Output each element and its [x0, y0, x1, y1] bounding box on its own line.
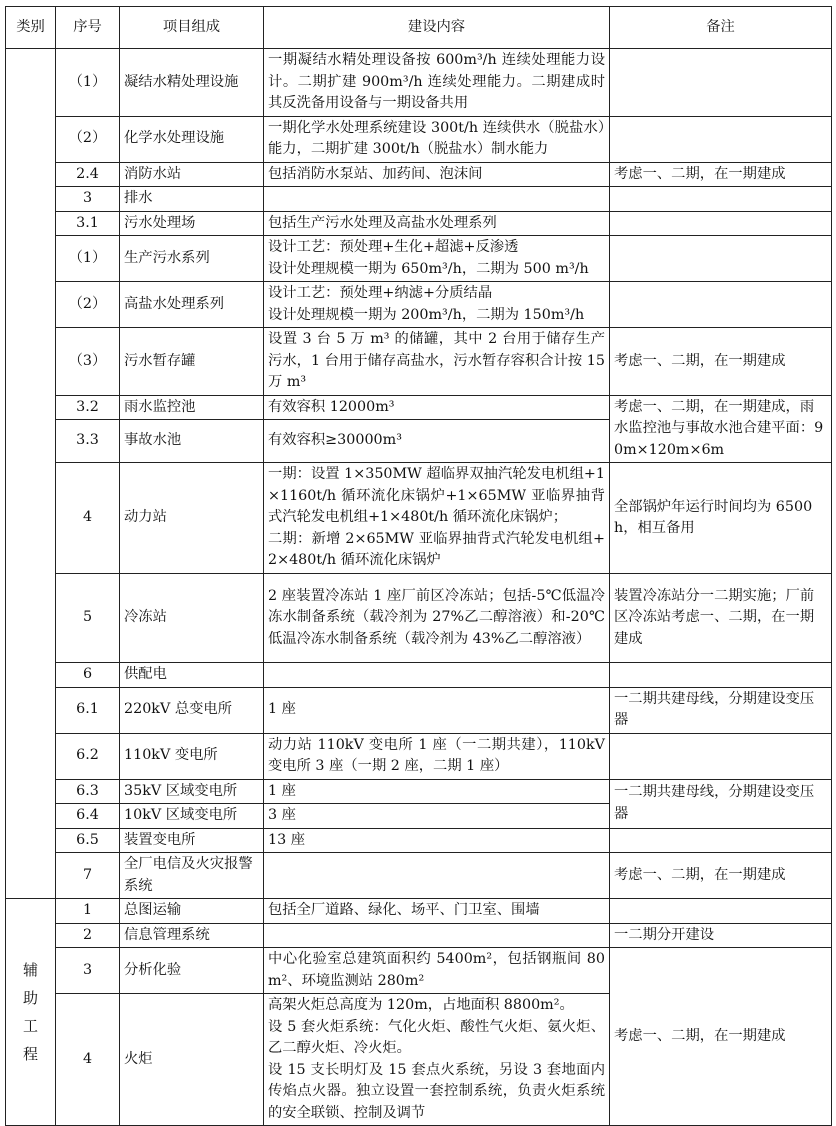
item-cell: 110kV 变电所	[120, 733, 264, 779]
seq-cell: 6.3	[56, 779, 120, 804]
item-cell: 火炬	[120, 994, 264, 1126]
remark-cell: 考虑一、二期，在一期建成	[610, 162, 832, 187]
remark-cell: 一二期共建母线，分期建设变压器	[610, 779, 832, 828]
table-row	[6, 663, 832, 688]
table-row	[6, 948, 832, 994]
item-cell: 污水处理场	[120, 211, 264, 236]
remark-cell	[610, 187, 832, 212]
seq-cell: （2）	[56, 116, 120, 162]
content-cell: 包括消防水泵站、加药间、泡沫间	[264, 162, 610, 187]
seq-cell: 6	[56, 663, 120, 688]
content-cell: 一期化学水处理系统建设 300t/h 连续供水（脱盐水）能力，二期扩建 300t/h（脱盐水）制水能力	[264, 116, 610, 162]
item-cell: 污水暂存罐	[120, 328, 264, 396]
category-cell-aux	[6, 899, 56, 1126]
item-cell: 生产污水系列	[120, 236, 264, 282]
header-content: 建设内容	[264, 7, 610, 49]
content-cell: 设置 3 台 5 万 m³ 的储罐，其中 2 台用于储存生产污水，1 台用于储存高盐水，污水暂存容积合计按 15 万 m³	[264, 328, 610, 396]
content-cell: 1 座	[264, 779, 610, 804]
remark-cell: 一二期分开建设	[610, 923, 832, 948]
content-cell: 包括全厂道路、绿化、场平、门卫室、围墙	[264, 899, 610, 924]
table-row	[6, 733, 832, 779]
remark-cell	[610, 211, 832, 236]
item-cell: 凝结水精处理设施	[120, 49, 264, 117]
seq-cell: （2）	[56, 282, 120, 328]
remark-cell	[610, 49, 832, 117]
remark-cell	[610, 663, 832, 688]
remark-cell	[610, 116, 832, 162]
content-cell	[264, 187, 610, 212]
seq-cell: 3.1	[56, 211, 120, 236]
content-cell: 设计工艺：预处理+纳滤+分质结晶 设计处理规模一期为 200m³/h，二期为 150m³/h	[264, 282, 610, 328]
remark-cell: 全部锅炉年运行时间均为 6500h，相互备用	[610, 463, 832, 574]
table-row	[6, 687, 832, 733]
table-row	[6, 282, 832, 328]
seq-cell: 7	[56, 853, 120, 899]
header-seq: 序号	[56, 7, 120, 49]
item-cell: 全厂电信及火灾报警系统	[120, 853, 264, 899]
content-cell: 高架火炬总高度为 120m，占地面积 8800m²。 设 5 套火炬系统：气化火炬、酸性气火炬、氨火炬、乙二醇火炬、冷火炬。 设 15 支长明灯及 15 套点火系统，另设 3 套地面内传焰点火器。独立设置一套控制系统，负责火炬系统的安全联锁、控制及调节	[264, 994, 610, 1126]
table-row	[6, 574, 832, 663]
remark-cell	[610, 828, 832, 853]
remark-cell	[610, 733, 832, 779]
remark-cell	[610, 899, 832, 924]
seq-cell: 6.1	[56, 687, 120, 733]
table-row	[6, 779, 832, 804]
item-cell: 供配电	[120, 663, 264, 688]
table-row	[6, 211, 832, 236]
content-cell: 设计工艺：预处理+生化+超滤+反渗透 设计处理规模一期为 650m³/h，二期为 500 m³/h	[264, 236, 610, 282]
item-cell: 装置变电所	[120, 828, 264, 853]
table-row	[6, 187, 832, 212]
content-cell	[264, 853, 610, 899]
item-cell: 事故水池	[120, 420, 264, 463]
remark-cell	[610, 236, 832, 282]
item-cell: 220kV 总变电所	[120, 687, 264, 733]
item-cell: 高盐水处理系列	[120, 282, 264, 328]
remark-cell	[610, 282, 832, 328]
header-item: 项目组成	[120, 7, 264, 49]
item-cell: 雨水监控池	[120, 395, 264, 420]
table-row	[6, 328, 832, 396]
seq-cell: （1）	[56, 236, 120, 282]
table-row	[6, 463, 832, 574]
table-row	[6, 828, 832, 853]
content-cell: 3 座	[264, 804, 610, 829]
item-cell: 动力站	[120, 463, 264, 574]
seq-cell: 2.4	[56, 162, 120, 187]
remark-cell: 装置冷冻站分一二期实施；厂前区冷冻站考虑一、二期，在一期建成	[610, 574, 832, 663]
seq-cell: 3.2	[56, 395, 120, 420]
content-cell: 一期：设置 1×350MW 超临界双抽汽轮发电机组+1×1160t/h 循环流化床锅炉+1×65MW 亚临界抽背式汽轮发电机组+1×480t/h 循环流化床锅炉； 二期：新增 2×65MW 亚临界抽背式汽轮发电机组+2×480t/h 循环流化床锅炉	[264, 463, 610, 574]
content-cell	[264, 663, 610, 688]
table-row	[6, 116, 832, 162]
table-row	[6, 395, 832, 420]
content-cell: 13 座	[264, 828, 610, 853]
seq-cell: 3.3	[56, 420, 120, 463]
remark-cell: 考虑一、二期，在一期建成	[610, 328, 832, 396]
remark-cell: 考虑一、二期，在一期建成，雨水监控池与事故水池合建平面：90m×120m×6m	[610, 395, 832, 463]
content-cell: 有效容积 12000m³	[264, 395, 610, 420]
seq-cell: 2	[56, 923, 120, 948]
item-cell: 10kV 区域变电所	[120, 804, 264, 829]
content-cell: 动力站 110kV 变电所 1 座（一二期共建），110kV 变电所 3 座（一期 2 座，二期 1 座）	[264, 733, 610, 779]
item-cell: 分析化验	[120, 948, 264, 994]
item-cell: 消防水站	[120, 162, 264, 187]
header-row	[6, 7, 832, 49]
content-cell: 1 座	[264, 687, 610, 733]
item-cell: 总图运输	[120, 899, 264, 924]
content-cell: 一期凝结水精处理设备按 600m³/h 连续处理能力设计。二期扩建 900m³/h 连续处理能力。二期建成时其反洗备用设备与一期设备共用	[264, 49, 610, 117]
seq-cell: 5	[56, 574, 120, 663]
seq-cell: 6.2	[56, 733, 120, 779]
table-row	[6, 899, 832, 924]
content-cell	[264, 923, 610, 948]
seq-cell: （3）	[56, 328, 120, 396]
seq-cell: 3	[56, 187, 120, 212]
seq-cell: 4	[56, 994, 120, 1126]
seq-cell: 1	[56, 899, 120, 924]
header-remark: 备注	[610, 7, 832, 49]
content-cell: 包括生产污水处理及高盐水处理系列	[264, 211, 610, 236]
content-cell: 中心化验室总建筑面积约 5400m²，包括钢瓶间 80m²、环境监测站 280m²	[264, 948, 610, 994]
remark-cell: 考虑一、二期，在一期建成	[610, 853, 832, 899]
table-row	[6, 853, 832, 899]
remark-cell: 考虑一、二期，在一期建成	[610, 948, 832, 1126]
table-row	[6, 236, 832, 282]
category-label-aux: 辅 助 工 程	[22, 961, 38, 1063]
seq-cell: （1）	[56, 49, 120, 117]
item-cell: 化学水处理设施	[120, 116, 264, 162]
content-cell: 2 座装置冷冻站 1 座厂前区冷冻站；包括-5℃低温冷冻水制备系统（载冷剂为 27%乙二醇溶液）和-20℃低温冷冻水制备系统（载冷剂为 43%乙二醇溶液）	[264, 574, 610, 663]
table-row	[6, 162, 832, 187]
item-cell: 排水	[120, 187, 264, 212]
content-cell: 有效容积≥30000m³	[264, 420, 610, 463]
remark-cell: 一二期共建母线，分期建设变压器	[610, 687, 832, 733]
category-cell-blank	[6, 49, 56, 899]
seq-cell: 6.5	[56, 828, 120, 853]
table-row	[6, 49, 832, 117]
table-row	[6, 923, 832, 948]
item-cell: 冷冻站	[120, 574, 264, 663]
item-cell: 信息管理系统	[120, 923, 264, 948]
seq-cell: 4	[56, 463, 120, 574]
item-cell: 35kV 区域变电所	[120, 779, 264, 804]
seq-cell: 6.4	[56, 804, 120, 829]
seq-cell: 3	[56, 948, 120, 994]
header-category: 类别	[6, 7, 56, 49]
engineering-table	[5, 6, 832, 1126]
